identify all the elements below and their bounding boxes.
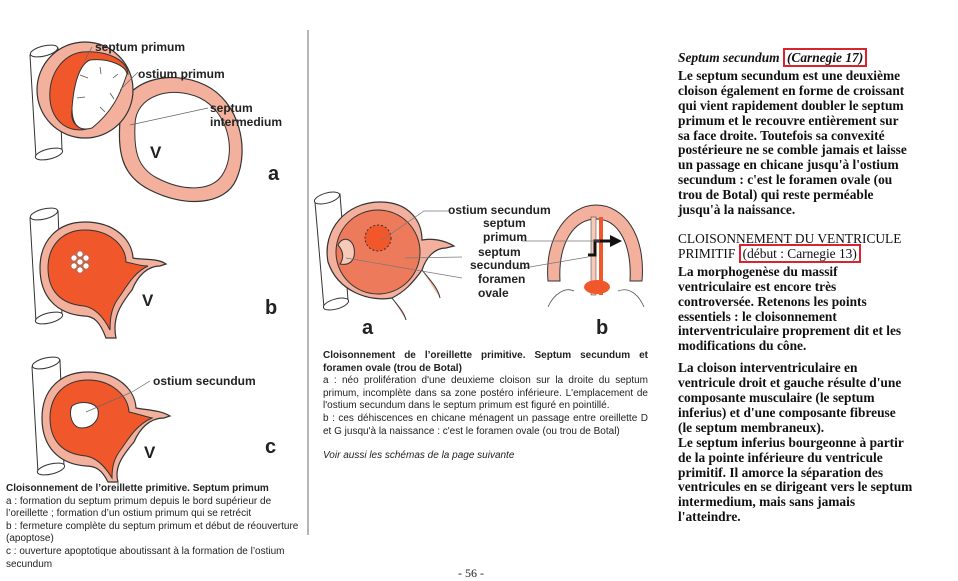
column-divider [307, 30, 309, 535]
figure1-caption-line-b: b : fermeture complète du septum primum et début de réouverture (apoptose) [6, 520, 299, 545]
label2-foramen-ovale-2: ovale [478, 286, 509, 300]
panel-letter-c: c [265, 436, 277, 458]
ventricle-letter-b: V [142, 291, 154, 310]
ventricle-letter-a: V [150, 143, 162, 162]
label-ostium-primum: ostium primum [138, 67, 225, 81]
label-septum-intermedium-2: intermedium [210, 115, 283, 129]
figure1-caption [6, 483, 311, 571]
figure2-caption [323, 350, 648, 463]
section2-heading [678, 232, 913, 262]
label2-foramen-ovale-1: foramen [478, 272, 526, 286]
figure2-caption-title: Cloisonnement de l’oreillette primitive. Septum secundum et foramen ovale (trou de Botal) [323, 350, 648, 374]
label-septum-intermedium-1: septum [210, 101, 253, 115]
label-septum-primum: septum primum [95, 40, 186, 54]
section1-title: Septum secundum [678, 50, 780, 65]
label2-septum-secundum-2: secundum [470, 258, 531, 272]
panel2-letter-b: b [596, 317, 609, 339]
section2-paragraph-1: La morphogenèse du massif ventriculaire est encore très controversée. Retenons les points essentiels : le cloisonnement interventriculaire proprement dit et les modifications du cône. [678, 263, 902, 354]
section2-paragraph-2: La cloison interventriculaire en ventricule droit et gauche résulte d'une composante musculaire (le septum inferius) et d'une composante fibreuse (le septum membraneux). [678, 360, 902, 435]
ventricle-letter-c: V [144, 443, 156, 462]
section2-title: CLOISONNEMENT DU VENTRICULE PRIMITIF [678, 230, 902, 261]
section1-body: Le septum secundum est une deuxième cloison également en forme de croissant qui vient rapidement doubler le septum primum et le recouvre entièrement sur sa face droite. Toutefois sa convexité postérieure ne se comble jamais et laisse un passage en chicane jusqu'à l'ostium secundum : c'est le foramen ovale (ou trou de Botal) qui reste perméable jusqu'à la naissance. [678, 67, 907, 218]
section2-paragraph-3: Le septum inferius bourgeonne à partir de la pointe inférieure du ventricule primitif. Il amorce la séparation des ventricules en se dirigeant vers le septum intermedium, mais sans jamais l'atteindre. [678, 434, 913, 525]
cushion [584, 280, 610, 294]
panel-letter-a: a [268, 163, 280, 185]
septum-primum-shape [50, 380, 152, 478]
panel2-letter-a: a [362, 317, 374, 339]
figure1-caption-line-c: c : ouverture apoptotique aboutissant à la formation de l’ostium secundum [6, 545, 285, 570]
label2-septum-primum-1: septum [483, 216, 526, 230]
figure2-caption-line-a: a : néo prolifération d'une deuxieme cloison sur la droite du septum primum, incomplète dans sa zone postéro inférieure. L'emplacement de l'ostium secundum dans le septum primum est figuré en pointillé. [323, 375, 648, 412]
figure1-caption-title: Cloisonnement de l’oreillette primitive. Septum primum [6, 483, 269, 494]
label-ostium-secundum: ostium secundum [153, 374, 256, 388]
label2-septum-secundum-1: septum [478, 245, 521, 259]
figure2-caption-note: Voir aussi les schémas de la page suivante [323, 450, 515, 462]
section1-highlight: (Carnegie 17) [783, 48, 867, 67]
diagram-panel-c [0, 0, 300, 480]
label2-septum-primum-2: primum [483, 230, 528, 244]
diagram2-panel-b [540, 195, 650, 315]
figure2-caption-line-b: b : ces déhiscences en chicane ménagent un passage entre oreillette D et G jusqu'à la naissance : c'est le foramen ovale (ou trou de Botal) [323, 412, 648, 437]
ostium-secundum-dotted [365, 225, 391, 251]
figure1-caption-line-a: a : formation du septum primum depuis le bord supérieur de l’oreillette ; formation d’un ostium primum qui se retrécit [6, 495, 272, 520]
right-column-text [678, 51, 913, 525]
section2-highlight: (début : Carnegie 13) [739, 244, 861, 263]
section1-heading [678, 51, 913, 66]
panel-letter-b: b [265, 297, 278, 319]
page-number: - 56 - [458, 566, 484, 580]
label2-ostium-secundum: ostium secundum [448, 203, 551, 217]
